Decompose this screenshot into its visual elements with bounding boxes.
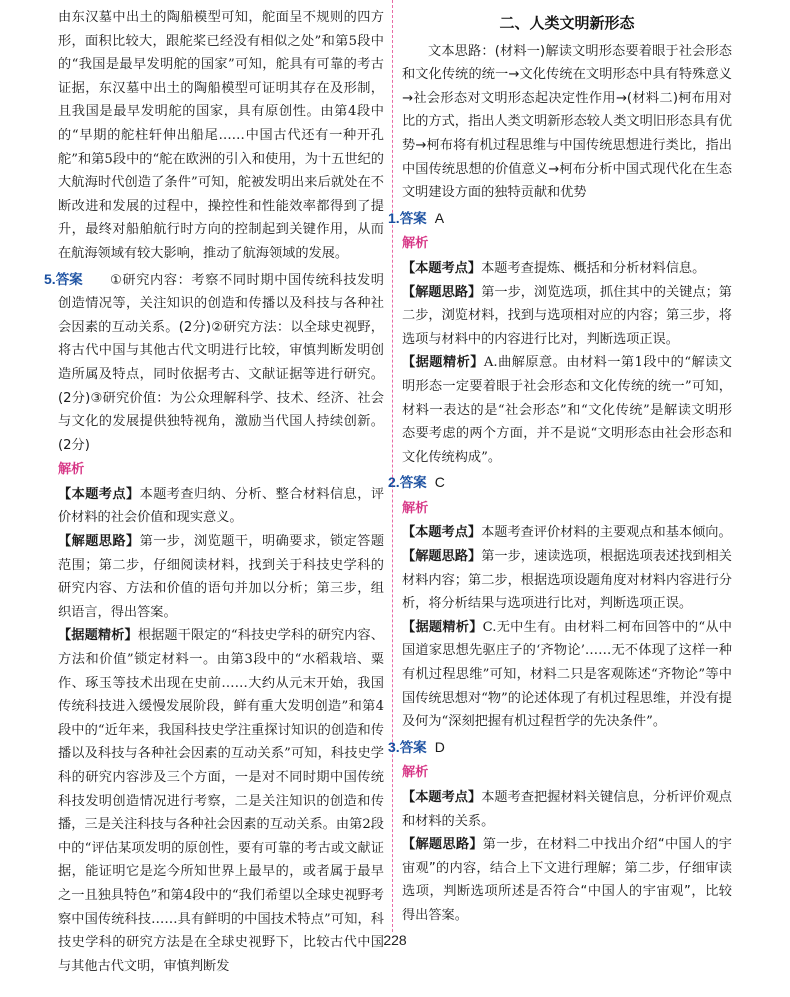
answer-label: 答案 — [399, 739, 427, 756]
jingxi-label: 【据题精析】 — [402, 619, 483, 635]
question-3-answer — [388, 736, 732, 761]
page-number: 228 — [383, 932, 407, 948]
silu-paragraph — [402, 281, 732, 352]
kaodian-label: 【本题考点】 — [58, 486, 140, 502]
kaodian-text: 本题考查归纳、分析、整合材料信息，评价材料的社会价值和现实意义。 — [58, 486, 385, 526]
section-title: 二、人类文明新形态 — [499, 14, 635, 32]
kaodian-paragraph — [58, 483, 384, 530]
analysis-label: 解析 — [58, 462, 85, 478]
text-idea-paragraph: 文本思路：(材料一)解读文明形态要着眼于社会形态和文化传统的统一→文化传统在文明形态中具有特殊意义→社会形态对文明形态起决定性作用→(材料二)柯布用对比的方式，指出人类文明新形态较人类文明旧形态具有优势→柯布将有机过程思维与中国传统思想进行类比，指出中国传统思想的价值意义→柯布分析中国式现代化在生态文明建设方面的独特贡献和优势 — [402, 43, 732, 201]
silu-paragraph — [402, 833, 732, 927]
question-1-answer — [388, 207, 732, 232]
answer-label: 答案 — [399, 475, 427, 492]
kaodian-paragraph — [402, 786, 732, 833]
silu-paragraph — [58, 530, 384, 624]
question-2-answer — [388, 471, 732, 496]
silu-label: 【解题思路】 — [402, 549, 482, 565]
jingxi-label: 【据题精析】 — [402, 355, 484, 371]
silu-label: 【解题思路】 — [402, 837, 483, 853]
question-number: 3. — [388, 738, 400, 755]
jingxi-paragraph — [402, 351, 732, 469]
silu-label: 【解题思路】 — [402, 284, 482, 300]
kaodian-label: 【本题考点】 — [402, 790, 482, 805]
analysis-label: 解析 — [402, 236, 429, 252]
jingxi-text: 根据题干限定的“科技史学科的研究内容、方法和价值”锁定材料一。由第3段中的“水稻栽培、粟作、琢玉等技术出现在史前……大约从元末开始，我国传统科技进入缓慢发展阶段，鲜有重大发明创造”和第4段中的“近年来，我国科技史学注重探讨知识的创造和传播以及科技与各种社会因素的互动关系”可知，科技史学科的研究内容涉及三个方面，一是对不同时期中国传统科技发明创造情况进行考察，二是关注知识的创造和传播，三是关注科技与各种社会因素的互动关系。由第2段中的“评估某项发明的原创性，要有可靠的考古或文献证据，能证明它是迄今所知世界上最早的，或者属于最早之一且独具特色”和第4段中的“我们希望以全球史视野考察中国传统科技……具有鲜明的中国技术特点”可知，科技史学科的研究方法是在全球史视野下，比较古代中国与其他古代文明，审慎判断发 — [58, 628, 384, 974]
answer-value: D — [434, 738, 445, 755]
jingxi-text: A.曲解原意。由材料一第1段中的“解读文明形态一定要着眼于社会形态和文化传统的统一”可知，材料一表达的是“社会形态”和“文化传统”是解读文明形态要考虑的两个方面，并不是说“文明形态由社会形态和文化传统构成”。 — [402, 355, 732, 465]
jingxi-text: C.无中生有。由材料二柯布回答中的“从中国道家思想先驱庄子的‘齐物论’……无不体现了这样一种有机过程思维”可知，材料二只是客观陈述“齐物论”等中国传统思想对“物”的论述体现了有机过程思维，并没有提及何为“深刻把握有机过程哲学的先决条件”。 — [402, 619, 732, 730]
kaodian-text: 本题考查把握材料关键信息，分析评价观点和材料的关系。 — [402, 790, 732, 829]
column-divider — [392, 0, 393, 932]
right-column — [388, 6, 732, 928]
jingxi-paragraph — [58, 624, 384, 978]
silu-text: 第一步，浏览题干，明确要求，锁定答题范围；第二步，仔细阅读材料，找到关于科技史学科的研究内容、方法和价值的语句并加以分析；第三步，组织语言，得出答案。 — [58, 534, 385, 620]
kaodian-paragraph — [402, 521, 732, 545]
answer-label: 答案 — [399, 210, 427, 227]
answer-value: A — [434, 209, 445, 226]
jingxi-label: 【据题精析】 — [58, 628, 138, 644]
analysis-label: 解析 — [402, 765, 429, 781]
left-column — [44, 6, 385, 978]
kaodian-label: 【本题考点】 — [402, 260, 482, 276]
question-number: 2. — [388, 474, 400, 491]
question-number: 5. — [44, 270, 56, 287]
continued-analysis-text: 由东汉墓中出土的陶船模型可知，舵面呈不规则的四方形，面积比较大，跟舵桨已经没有相似之处”和第5段中的“我国是最早发明舵的国家”可知，舵具有可靠的考古证据，东汉墓中出土的陶船模型可证明其存在及形制，且我国是最早发明舵的国家，具有原创性。由第4段中的“早期的舵柱轩伸出船尾……中国古代还有一种开孔舵”和第5段中的“舵在欧洲的引入和使用，为十五世纪的大航海时代创造了条件”可知，舵被发明出来后就处在不断改进和发展的过程中，操控性和性能效率都得到了提升，最终对船舶航行时方向的控制起到关键作用，从而在航海领域有较大影响，推动了航海领域的发展。 — [58, 10, 384, 261]
answer-label: 答案 — [55, 271, 83, 288]
silu-text: 第一步，在材料二中找出介绍“中国人的宇宙观”的内容，结合上下文进行理解；第二步，仔细审读选项，判断选项所述是否符合“中国人的宇宙观”，比较得出答案。 — [402, 837, 732, 923]
silu-text: 第一步，速读选项，根据选项表述找到相关材料内容；第二步，根据选项设题角度对材料内容进行分析，将分析结果与选项进行比对，判断选项正误。 — [402, 549, 732, 612]
question-number: 1. — [388, 209, 400, 226]
answer-value: C — [434, 474, 445, 491]
kaodian-text: 本题考查提炼、概括和分析材料信息。 — [481, 260, 706, 276]
analysis-label: 解析 — [402, 500, 429, 516]
silu-text: 第一步，浏览选项，抓住其中的关键点；第二步，浏览材料，找到与选项相对应的内容；第三步，将选项与材料中的内容进行比对，判断选项正误。 — [402, 284, 732, 347]
kaodian-label: 【本题考点】 — [402, 525, 482, 541]
jingxi-paragraph — [402, 616, 732, 734]
silu-label: 【解题思路】 — [58, 534, 140, 550]
answer-text: ①研究内容：考察不同时期中国传统科技发明创造情况等，关注知识的创造和传播以及科技与各种社会因素的互动关系。(2分)②研究方法：以全球史视野，将古代中国与其他古代文明进行比较，审慎判断发明创造所属及特点，同时依据考古、文献证据等进行研究。(2分)③研究价值：为公众理解科学、技术、经济、社会与文化的发展提供独特视角，激励当代国人持续创新。(2分) — [58, 272, 384, 453]
kaodian-paragraph — [402, 257, 732, 281]
silu-paragraph — [402, 545, 732, 616]
kaodian-text: 本题考查评价材料的主要观点和基本倾向。 — [481, 525, 732, 541]
